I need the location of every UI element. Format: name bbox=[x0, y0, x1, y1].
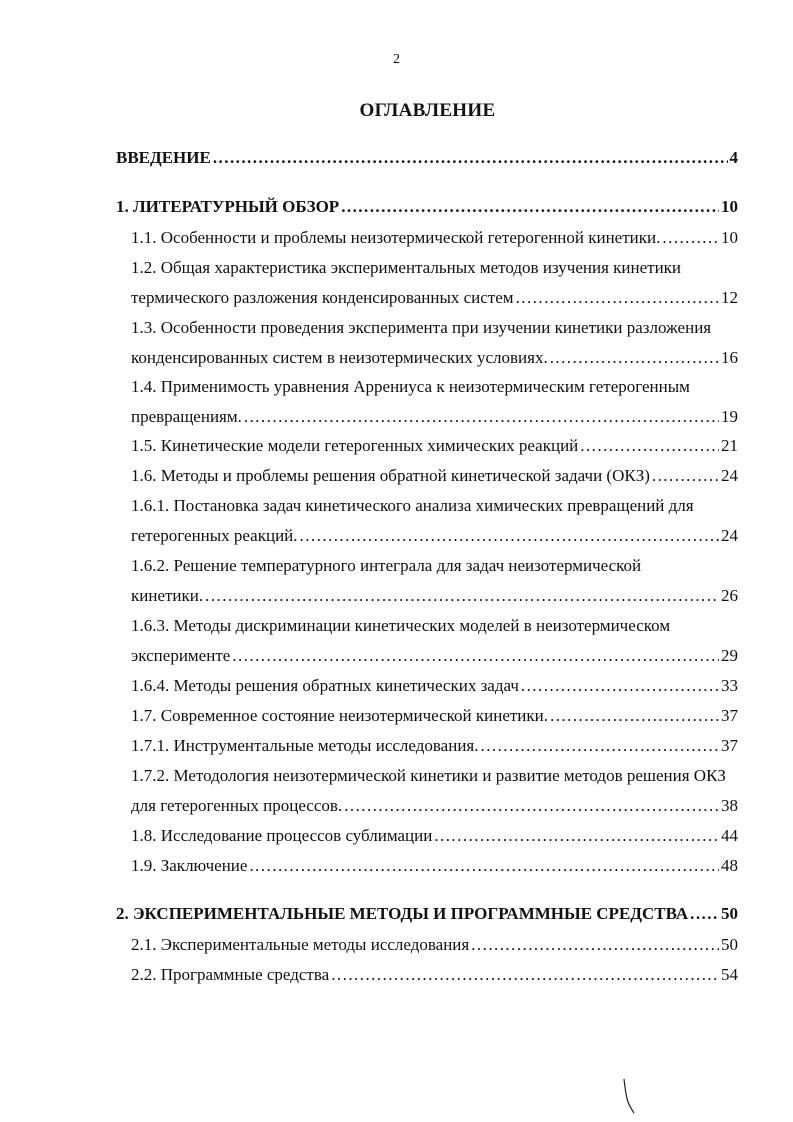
toc-entry-text: 2.1. Экспериментальные методы исследования bbox=[131, 935, 470, 954]
toc-entry-text: 1.7.1. Инструментальные методы исследования. bbox=[131, 736, 479, 755]
toc-entry-page: 4 bbox=[729, 148, 738, 167]
toc-entry-page: 50 bbox=[721, 935, 738, 954]
toc-entry-text: 2.2. Программные средства bbox=[131, 965, 330, 984]
toc-entry-1-1[interactable] bbox=[131, 226, 738, 250]
toc-entry-1-6-1[interactable] bbox=[131, 494, 738, 548]
toc-entry-page: 10 bbox=[721, 197, 738, 216]
toc-entry-page: 48 bbox=[721, 856, 738, 875]
toc-entry-page: 54 bbox=[721, 965, 738, 984]
toc-entry-text: 1.7. Современное состояние неизотермической кинетики. bbox=[131, 706, 549, 725]
toc-entry-1-5[interactable] bbox=[131, 434, 738, 458]
toc-entry-text: 1.6.4. Методы решения обратных кинетических задач bbox=[131, 676, 519, 695]
toc-entry-text: 1.5. Кинетические модели гетерогенных химических реакций bbox=[131, 436, 579, 455]
toc-entry-text-line1: 1.6.1. Постановка задач кинетического анализа химических превращений для bbox=[131, 496, 694, 515]
page-number: 2 bbox=[393, 52, 400, 67]
toc-entry-text-line1: 1.6.3. Методы дискриминации кинетических моделей в неизотермическом bbox=[131, 616, 671, 635]
toc-entry-text: для гетерогенных процессов. bbox=[131, 796, 343, 815]
toc-entry-page: 21 bbox=[721, 436, 738, 455]
toc-entry-text-line1: 1.4. Применимость уравнения Аррениуса к неизотермическим гетерогенным bbox=[131, 377, 690, 396]
toc-entry-2-2[interactable] bbox=[131, 963, 738, 987]
toc-entry-text: 1.8. Исследование процессов сублимации bbox=[131, 826, 433, 845]
toc-entry-1-6[interactable] bbox=[131, 464, 738, 488]
toc-title: ОГЛАВЛЕНИЕ bbox=[359, 100, 496, 121]
toc-entry-1-7-2[interactable] bbox=[131, 764, 738, 818]
toc-entry-text-line1: 1.7.2. Методология неизотермической кинетики и развитие методов решения ОКЗ bbox=[131, 766, 726, 785]
toc-entry-text: конденсированных систем в неизотермических условиях. bbox=[131, 348, 548, 367]
toc-entry-2-1[interactable] bbox=[131, 933, 738, 957]
pen-mark-icon bbox=[622, 1078, 636, 1114]
toc-entry-page: 33 bbox=[721, 676, 738, 695]
toc-entry-page: 12 bbox=[721, 288, 738, 307]
toc-entry-page: 37 bbox=[721, 706, 738, 725]
toc-entry-page: 50 bbox=[721, 904, 738, 923]
toc-entry-page: 10 bbox=[721, 228, 738, 247]
toc-entry-page: 37 bbox=[721, 736, 738, 755]
toc-entry-1-6-2[interactable] bbox=[131, 554, 738, 608]
toc-entry-text: 1.6. Методы и проблемы решения обратной кинетической задачи (ОКЗ) bbox=[131, 466, 650, 485]
toc-entry-introduction[interactable] bbox=[116, 146, 738, 170]
toc-entry-page: 26 bbox=[721, 586, 738, 605]
toc-entry-1-8[interactable] bbox=[131, 824, 738, 848]
toc-entry-1-2[interactable] bbox=[131, 256, 738, 310]
toc-entry-text: 1.9. Заключение bbox=[131, 856, 248, 875]
toc-entry-page: 38 bbox=[721, 796, 738, 815]
toc-entry-text: 1. ЛИТЕРАТУРНЫЙ ОБЗОР bbox=[116, 197, 340, 216]
toc-entry-1-7[interactable] bbox=[131, 704, 738, 728]
toc-entry-page: 29 bbox=[721, 646, 738, 665]
toc-entry-page: 19 bbox=[721, 407, 738, 426]
toc-entry-chapter-2[interactable] bbox=[116, 902, 738, 926]
toc-entry-page: 44 bbox=[721, 826, 738, 845]
toc-entry-text-line1: 1.2. Общая характеристика экспериментальных методов изучения кинетики bbox=[131, 258, 682, 277]
toc-entry-1-9[interactable] bbox=[131, 854, 738, 878]
toc-entry-1-7-1[interactable] bbox=[131, 734, 738, 758]
toc-entry-text: ВВЕДЕНИЕ bbox=[116, 148, 211, 167]
toc-entry-text: 1.1. Особенности и проблемы неизотермической гетерогенной кинетики. bbox=[131, 228, 661, 247]
toc-entry-text: гетерогенных реакций. bbox=[131, 526, 298, 545]
toc-entry-text-line1: 1.6.2. Решение температурного интеграла для задач неизотермической bbox=[131, 556, 642, 575]
toc-entry-text: кинетики. bbox=[131, 586, 204, 605]
toc-entry-text: 2. ЭКСПЕРИМЕНТАЛЬНЫЕ МЕТОДЫ И ПРОГРАММНЫЕ СРЕДСТВА bbox=[116, 904, 689, 923]
toc-entry-text-line1: 1.3. Особенности проведения эксперимента при изучении кинетики разложения bbox=[131, 318, 712, 337]
toc-entry-page: 16 bbox=[721, 348, 738, 367]
toc-entry-page: 24 bbox=[721, 526, 738, 545]
toc-entry-chapter-1[interactable] bbox=[116, 195, 738, 219]
toc-entry-text: термического разложения конденсированных систем bbox=[131, 288, 514, 307]
toc-entry-1-4[interactable] bbox=[131, 375, 738, 429]
toc-entry-1-3[interactable] bbox=[131, 316, 738, 370]
toc-entry-text: превращениям. bbox=[131, 407, 242, 426]
toc-entry-1-6-4[interactable] bbox=[131, 674, 738, 698]
toc-entry-1-6-3[interactable] bbox=[131, 614, 738, 668]
toc-entry-page: 24 bbox=[721, 466, 738, 485]
toc-entry-text: эксперименте bbox=[131, 646, 231, 665]
